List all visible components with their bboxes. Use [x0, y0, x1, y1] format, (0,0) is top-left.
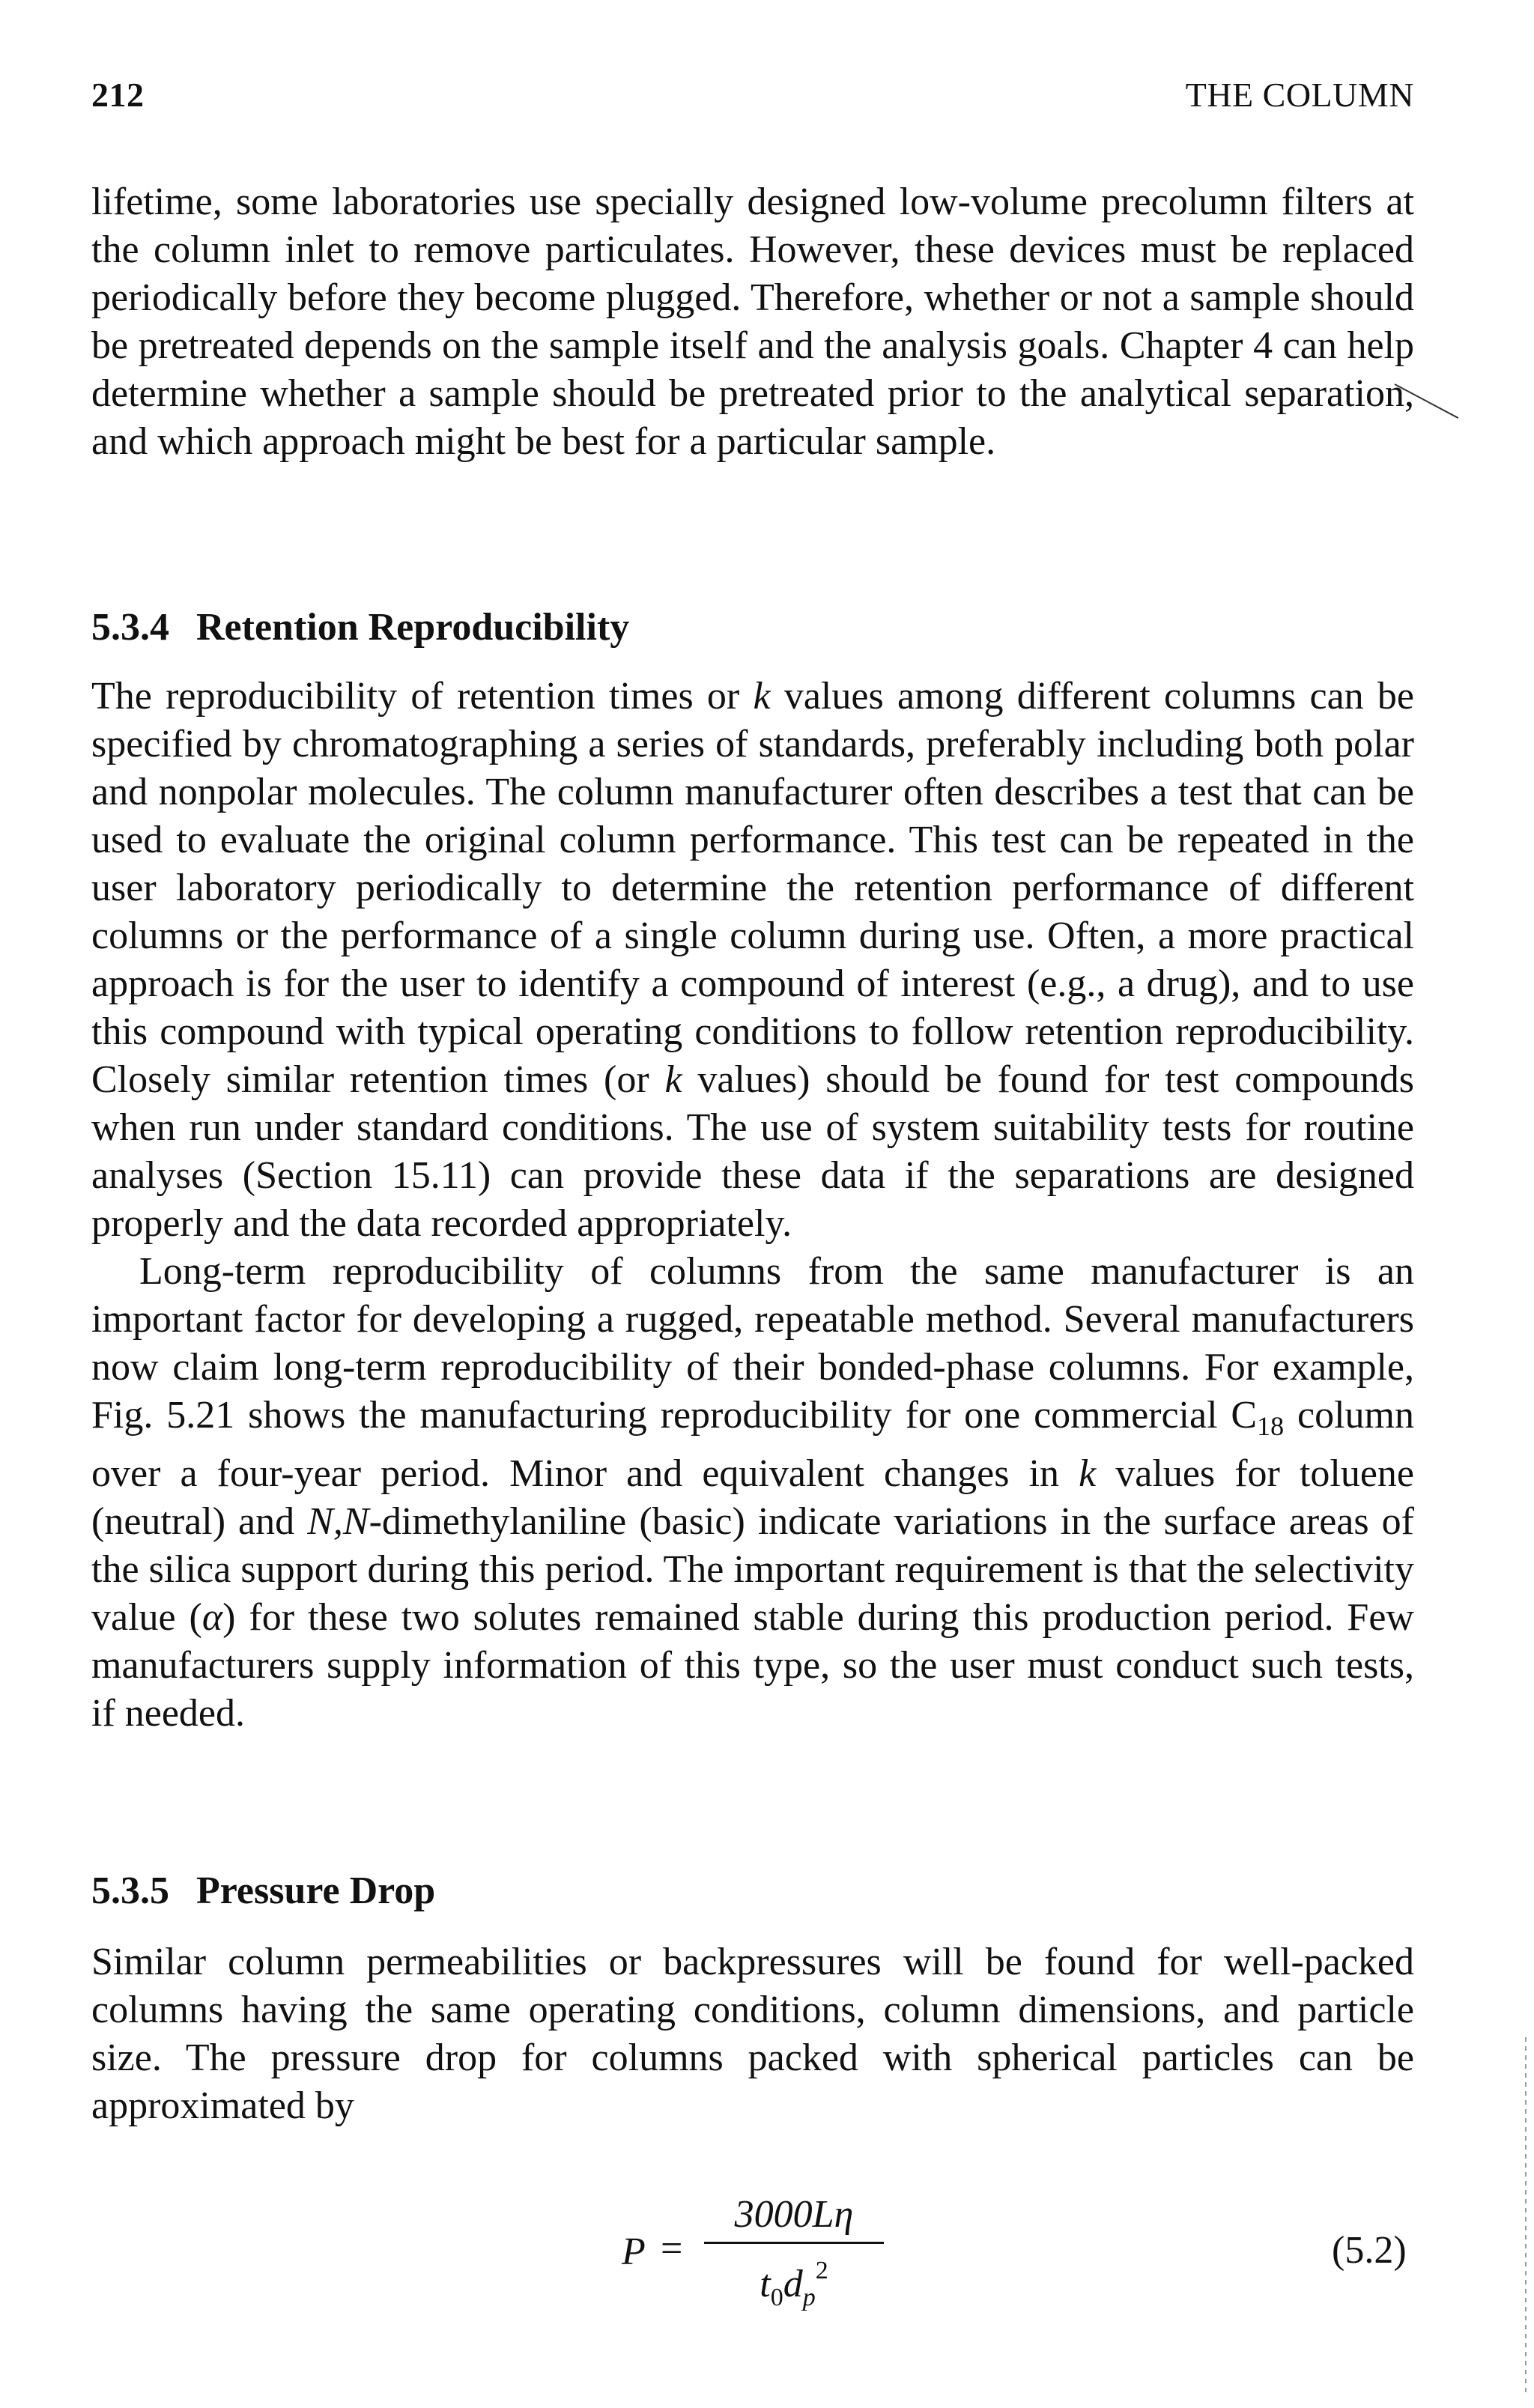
intro-paragraph: lifetime, some laboratories use specially designed low-volume precolumn filters at the column inlet to remove particulates. However, these devices must be replaced periodically before they become plugged. Therefore, whether or not a sample should be pretreated depends on the sample itself and the analysis goals. Chapter 4 can help determine whether a sample should be pretreated prior to the analytical separation, and which approach might be best for a particular sample.	[91, 181, 1414, 463]
alpha-symbol: α	[201, 1596, 223, 1639]
superscript: 2	[815, 2257, 828, 2284]
text-run: The reproducibility of retention times or	[91, 675, 754, 718]
intro-paragraph-block	[91, 178, 1414, 466]
d-symbol: d	[783, 2263, 803, 2305]
running-title: THE COLUMN	[1185, 76, 1414, 114]
section-5-3-5-body	[91, 1938, 1414, 2130]
text-run: -dimethylaniline (basic) indicate variations in the surface areas of the silica support during this period. The important requirement is that the selectivity value (	[91, 1500, 1414, 1639]
section-heading-5-3-5	[91, 1869, 435, 1913]
denominator	[704, 2247, 884, 2322]
text-run: ) for these two solutes remained stable during this production period. Few manufacturers supply information of this type, so the user must conduct such tests, if needed.	[91, 1596, 1414, 1735]
section-5-3-4-body	[91, 673, 1414, 1738]
equation-5-2	[622, 2191, 921, 2326]
subscript: p	[802, 2284, 816, 2311]
paragraph	[91, 1248, 1414, 1738]
section-number: 5.3.4	[91, 606, 169, 649]
nn-prefix: N,N	[307, 1500, 369, 1543]
paragraph	[91, 673, 1414, 1248]
t-symbol: t	[760, 2263, 771, 2305]
k-symbol: k	[753, 675, 771, 718]
fraction	[704, 2191, 884, 2322]
numerator: 3000Lη	[734, 2193, 854, 2236]
subscript: 18	[1257, 1411, 1285, 1441]
equation-number: (5.2)	[1332, 2229, 1407, 2272]
equation-lhs: P	[622, 2230, 646, 2273]
text-run: values for toluene (neutral) and	[91, 1452, 1415, 1543]
text-run: column over a four-year period. Minor and equivalent changes in	[91, 1394, 1414, 1495]
section-title: Retention Reproducibility	[196, 606, 630, 649]
subscript: 0	[770, 2284, 783, 2311]
running-header	[91, 75, 1414, 115]
k-symbol: k	[664, 1058, 682, 1101]
fraction-bar	[704, 2242, 884, 2244]
text-run: Long-term reproducibility of columns from the same manufacturer is an important factor for developing a rugged, repeatable method. Several manufacturers now claim long-term reproducibility of their bonded-phase columns. For example, Fig. 5.21 shows the manufacturing reproducibility for one commercial C	[91, 1250, 1414, 1437]
section-number: 5.3.5	[91, 1869, 169, 1912]
page-number: 212	[91, 76, 145, 114]
section-heading-5-3-4	[91, 605, 629, 649]
equals-sign: =	[661, 2227, 683, 2270]
k-symbol: k	[1079, 1452, 1097, 1495]
text-run: values among different columns can be specified by chromatographing a series of standards, preferably including both polar and nonpolar molecules. The column manufacturer often describes a test that can be used to evaluate the original column performance. This test can be repeated in the user laboratory periodically to determine the retention performance of different columns or the performance of a single column during use. Often, a more practical approach is for the user to identify a compound of interest (e.g., a drug), and to use this compound with typical operating conditions to follow retention reproducibility. Closely similar retention times (or	[91, 675, 1414, 1101]
paragraph: Similar column permeabilities or backpressures will be found for well-packed columns having the same operating conditions, column dimensions, and particle size. The pressure drop for columns packed with spherical particles can be approximated by	[91, 1941, 1414, 2127]
text-run: values) should be found for test compounds when run under standard conditions. The use of system suitability tests for routine analyses (Section 15.11) can provide these data if the separations are designed properly and the data recorded appropriately.	[91, 1058, 1414, 1245]
section-title: Pressure Drop	[196, 1869, 436, 1912]
scan-edge-artifact	[1525, 2037, 1527, 2397]
